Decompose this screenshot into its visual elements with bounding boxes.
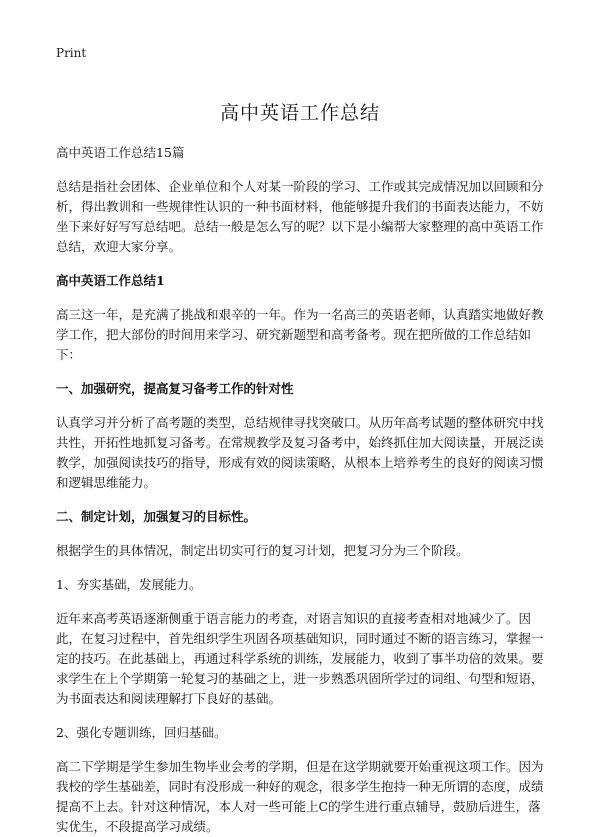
document-title: 高中英语工作总结 xyxy=(219,102,380,124)
top-spacer xyxy=(56,46,544,60)
subheading-foundation: 1、夯实基础，发展能力。 xyxy=(56,577,202,592)
document-subtitle: 高中英语工作总结15篇 xyxy=(56,145,185,160)
section-heading: 高中英语工作总结1 xyxy=(56,273,165,288)
intro-paragraph: 总结是指社会团体、企业单位和个人对某一阶段的学习、工作或其完成情况加以回顾和分析，得出教训和一些规律性认识的一种书面材料，他能够提升我们的书面表达能力，不妨坐下来好好写写总结吧。总结一般是怎么写的呢？以下是小编帮大家整理的高中英语工作总结，欢迎大家分享。 xyxy=(56,179,544,254)
subheading-training: 2、强化专题训练，回归基础。 xyxy=(56,725,227,740)
section-paragraph: 高三这一年，是充满了挑战和艰辛的一年。作为一名高三的英语老师，认真踏实地做好教学工作，把大部份的时间用来学习、研究新题型和高考备考。现在把所做的工作总结如下： xyxy=(56,307,544,362)
paragraph-plan: 根据学生的具体情况，制定出切实可行的复习计划，把复习分为三个阶段。 xyxy=(56,543,469,558)
paragraph-research: 认真学习并分析了高考题的类型，总结规律寻找突破口。从历年高考试题的整体研究中找共性，开拓性地抓复习备考。在常规教学及复习备考中，始终抓住加大阅读量，开展泛读教学，加强阅读技巧的指导，形成有效的阅读策略，从根本上培养考生的良好的阅读习惯和逻辑思维能力。 xyxy=(56,415,544,490)
print-link[interactable]: Print xyxy=(56,46,87,60)
heading-research: 一、加强研究，提高复习备考工作的针对性 xyxy=(56,381,294,396)
paragraph-training: 高二下学期是学生参加生物毕业会考的学期，但是在这学期就要开始重视这项工作。因为我校的学生基础差，同时有没形成一种好的观念，很多学生抱持一种无所谓的态度，成绩提高不上去。针对这种情况，本人对一些可能上C的学生进行重点辅导，鼓励后进生，落实优生，不段提高学习成绩。 xyxy=(56,759,544,834)
heading-plan: 二、制定计划，加强复习的目标性。 xyxy=(56,509,257,524)
paragraph-foundation: 近年来高考英语逐渐侧重于语言能力的考查，对语言知识的直接考查相对地减少了。因此，在复习过程中，首先组织学生巩固各项基础知识，同时通过不断的语言练习，掌握一定的技巧。在此基础上，再通过科学系统的训练，发展能力，收到了事半功倍的效果。要求学生在上个学期第一轮复习的基础之上，进一步熟悉巩固所学过的词组、句型和短语，为书面表达和阅读理解打下良好的基础。 xyxy=(56,611,544,706)
